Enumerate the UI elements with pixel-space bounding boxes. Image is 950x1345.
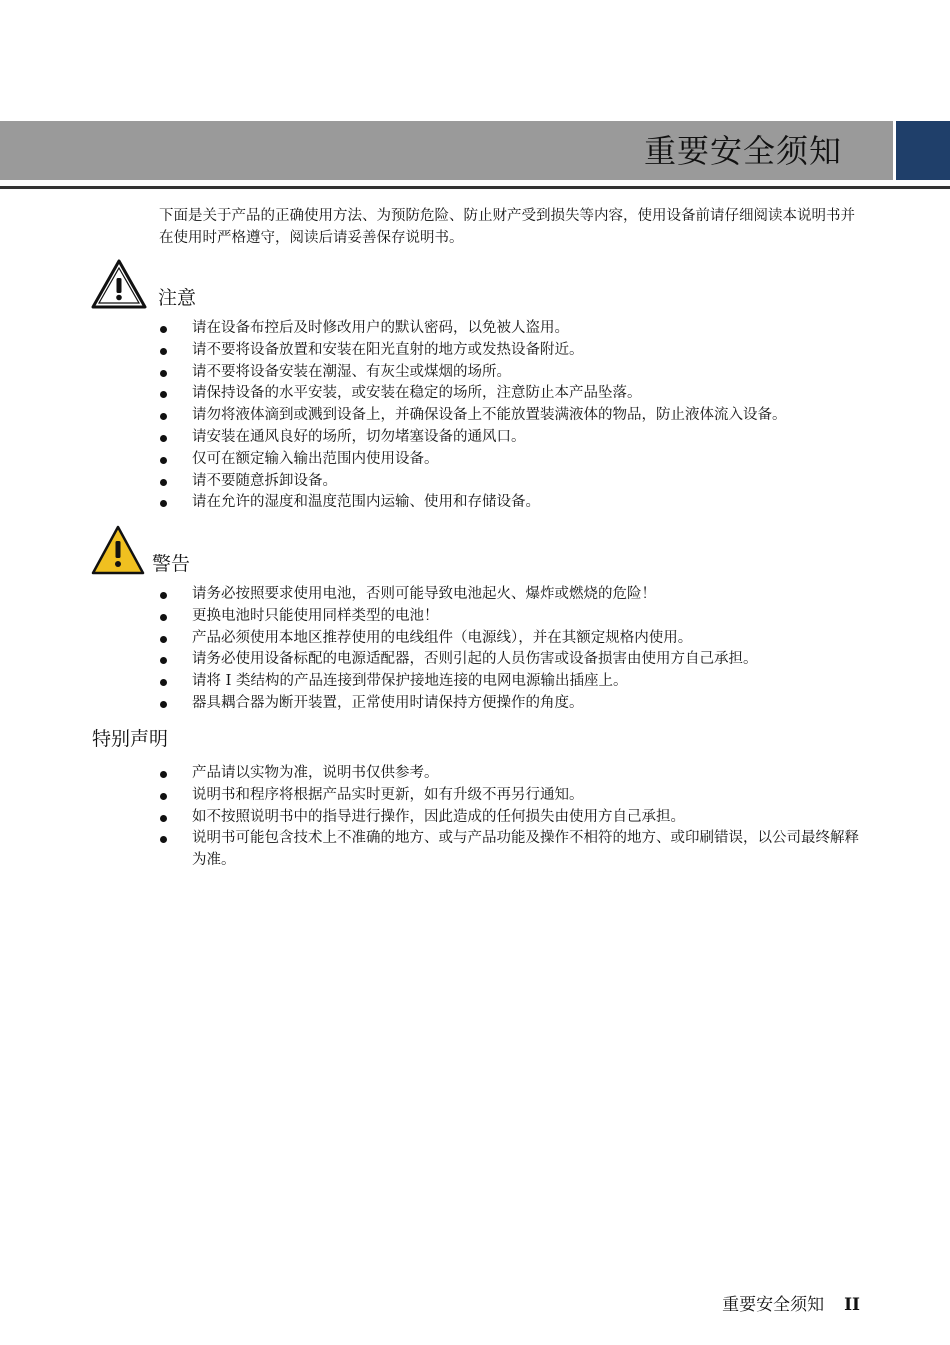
warning-list — [160, 584, 870, 715]
bullet-icon — [160, 701, 167, 708]
list-item-text: 请不要随意拆卸设备。 — [192, 472, 337, 489]
list-item — [160, 405, 870, 427]
list-item — [160, 671, 870, 693]
warning-label: 警告 — [152, 553, 191, 575]
list-item — [160, 492, 870, 514]
list-item-text: 请在设备布控后及时修改用户的默认密码，以免被人盗用。 — [192, 320, 569, 336]
special-statement-list — [160, 763, 870, 872]
list-item — [160, 318, 870, 340]
list-item-text: 请将 I 类结构的产品连接到带保护接地连接的电网电源输出插座上。 — [192, 673, 628, 690]
bullet-icon — [160, 636, 167, 643]
special-statement-heading: 特别声明 — [92, 728, 169, 750]
list-item — [160, 340, 870, 362]
list-item — [160, 471, 870, 493]
list-item — [160, 763, 870, 785]
list-item — [160, 785, 870, 807]
bullet-icon — [160, 370, 167, 377]
list-item-text: 请勿将液体滴到或溅到设备上，并确保设备上不能放置装满液体的物品，防止液体流入设备。 — [192, 407, 787, 424]
bullet-icon — [160, 479, 167, 486]
list-item-text: 请在允许的湿度和温度范围内运输、使用和存储设备。 — [192, 494, 540, 511]
list-item-text: 说明书可能包含技术上不准确的地方、或与产品功能及操作不相符的地方、或印刷错误，以公司最终解释为准。 — [192, 830, 859, 869]
bullet-icon — [160, 500, 167, 507]
warning-triangle-icon — [90, 524, 146, 576]
list-item-text: 更换电池时只能使用同样类型的电池！ — [192, 607, 439, 624]
page-number: II — [844, 1295, 860, 1315]
list-item-text: 请安装在通风良好的场所，切勿堵塞设备的通风口。 — [192, 428, 526, 445]
list-item — [160, 584, 870, 606]
caution-triangle-icon — [90, 258, 148, 310]
bullet-icon — [160, 413, 167, 420]
list-item-text: 器具耦合器为断开装置，正常使用时请保持方便操作的角度。 — [192, 694, 584, 711]
bullet-icon — [160, 657, 167, 664]
list-item-text: 说明书和程序将根据产品实时更新，如有升级不再另行通知。 — [192, 786, 584, 803]
list-item — [160, 383, 870, 405]
header-divider — [0, 186, 950, 189]
bullet-icon — [160, 348, 167, 355]
caution-label: 注意 — [158, 287, 197, 309]
list-item-text: 请务必按照要求使用电池，否则可能导致电池起火、爆炸或燃烧的危险！ — [192, 586, 656, 602]
list-item — [160, 693, 870, 715]
bullet-icon — [160, 326, 167, 333]
warning-heading — [90, 524, 190, 576]
list-item — [160, 649, 870, 671]
list-item-text: 请不要将设备安装在潮湿、有灰尘或煤烟的场所。 — [192, 363, 511, 380]
list-item-text: 产品请以实物为准，说明书仅供参考。 — [192, 765, 439, 781]
list-item — [160, 606, 870, 628]
list-item-text: 请保持设备的水平安装，或安装在稳定的场所，注意防止本产品坠落。 — [192, 385, 642, 402]
list-item — [160, 828, 870, 872]
list-item — [160, 628, 870, 650]
bullet-icon — [160, 457, 167, 464]
page-footer — [722, 1293, 860, 1317]
bullet-icon — [160, 679, 167, 686]
bullet-icon — [160, 614, 167, 621]
bullet-icon — [160, 815, 167, 822]
list-item-text: 产品必须使用本地区推荐使用的电线组件（电源线），并在其额定规格内使用。 — [192, 629, 693, 646]
footer-title: 重要安全须知 — [722, 1295, 825, 1315]
list-item — [160, 449, 870, 471]
bullet-icon — [160, 391, 167, 398]
list-item-text: 如不按照说明书中的指导进行操作，因此造成的任何损失由使用方自己承担。 — [192, 808, 685, 825]
header-accent-block — [896, 121, 950, 180]
list-item — [160, 807, 870, 829]
list-item-text: 请不要将设备放置和安装在阳光直射的地方或发热设备附近。 — [192, 341, 584, 358]
caution-list — [160, 318, 870, 514]
list-item — [160, 362, 870, 384]
list-item — [160, 427, 870, 449]
bullet-icon — [160, 771, 167, 778]
bullet-icon — [160, 836, 167, 843]
page-title: 重要安全须知 — [643, 132, 842, 170]
intro-paragraph: 下面是关于产品的正确使用方法、为预防危险、防止财产受到损失等内容，使用设备前请仔细阅读本说明书并在使用时严格遵守，阅读后请妥善保存说明书。 — [159, 208, 855, 246]
bullet-icon — [160, 793, 167, 800]
bullet-icon — [160, 435, 167, 442]
bullet-icon — [160, 592, 167, 599]
list-item-text: 仅可在额定输入输出范围内使用设备。 — [192, 450, 439, 467]
list-item-text: 请务必使用设备标配的电源适配器，否则引起的人员伤害或设备损害由使用方自己承担。 — [192, 651, 758, 668]
caution-heading — [90, 258, 196, 310]
